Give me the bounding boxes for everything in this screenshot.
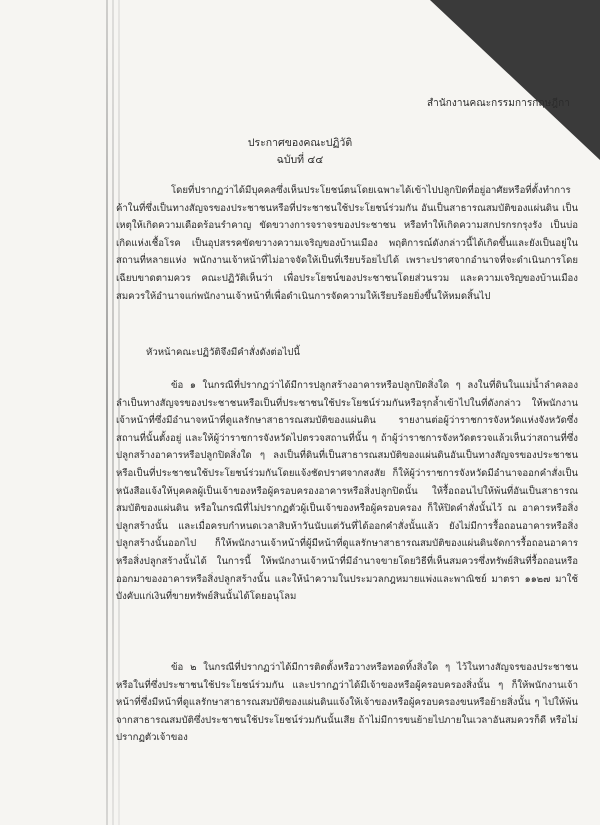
- announcement-number: ฉบับที่ ๔๔: [276, 154, 324, 166]
- scan-streak: [106, 0, 108, 825]
- folded-corner: [430, 0, 600, 160]
- announcement-title: ประกาศของคณะปฏิวัติ: [247, 137, 353, 149]
- clause-1-paragraph: ข้อ ๑ ในกรณีที่ปรากฏว่าได้มีการปลูกสร้างอาคารหรือปลูกปิดสิ่งใด ๆ ลงในที่ดินในแม่น้ำลำคลอง ลำเป็นทางสัญจรของประชาชนหรือเป็นที่ประชาชนใช้ประโยชน์ร่วมกันหรือรุกล้ำเข้าไปในที่ดังกล่าว ให้พนักงานเจ้าหน้าที่ซึ่งมีอำนาจหน้าที่ดูแลรักษาสาธารณสมบัติของแผ่นดิน รายงานต่อผู้ว่าราชการจังหวัดแห่งจังหวัดซึ่งสถานที่นั้นตั้งอยู่ และให้ผู้ว่าราชการจังหวัดไปตรวจสถานที่นั้น ๆ ถ้าผู้ว่าราชการจังหวัดตรวจแล้วเห็นว่าสถานที่ซึ่งปลูกสร้างอาคารหรือปลูกปิดสิ่งใด ๆ ลงเป็นที่ดินที่เป็นสาธารณสมบัติของแผ่นดินอันเป็นทางสัญจรของประชาชนหรือเป็นที่ประชาชนใช้ประโยชน์ร่วมกันโดยแจ้งชัดปราศจากสงสัย ก็ให้ผู้ว่าราชการจังหวัดมีอำนาจออกคำสั่งเป็นหนังสือแจ้งให้บุคคลผู้เป็นเจ้าของหรือผู้ครอบครองอาคารหรือสิ่งปลูกปิดนั้น ให้รื้อถอนไปให้พ้นที่อันเป็นสาธารณสมบัติของแผ่นดิน หรือในกรณีที่ไม่ปรากฏตัวผู้เป็นเจ้าของหรือผู้ครอบครอง ก็ให้ปิดคำสั่งนั้นไว้ ณ อาคารหรือสิ่งปลูกสร้างนั้น และเมื่อครบกำหนดเวลาสิบห้าวันนับแต่วันที่ได้ออกคำสั่งนั้นแล้ว ยังไม่มีการรื้อถอนอาคารหรือสิ่งปลูกสร้างนั้นออกไป ก็ให้พนักงานเจ้าหน้าที่ผู้มีหน้าที่ดูแลรักษาสาธารณสมบัติของแผ่นดินจัดการรื้อถอนอาคารหรือสิ่งปลูกสร้างนั้นได้ ในการนี้ ให้พนักงานเจ้าหน้าที่มีอำนาจขายโดยวิธีที่เห็นสมควรซึ่งทรัพย์สินที่รื้อถอนหรือออกมาของอาคารหรือสิ่งปลูกสร้างนั้น และให้นำความในประมวลกฎหมายแพ่งและพาณิชย์ มาตรา ๑๑๒๗ มาใช้บังคับแก่เงินที่ขายทรัพย์สินนั้นได้โดยอนุโลม: [116, 380, 578, 603]
- order-intro: หัวหน้าคณะปฏิวัติจึงมีคำสั่งดังต่อไปนี้: [146, 347, 300, 358]
- scan-streak: [112, 0, 114, 825]
- clause-2-paragraph: ข้อ ๒ ในกรณีที่ปรากฏว่าได้มีการติดตั้งหรือวางหรือทอดทิ้งสิ่งใด ๆ ไว้ในทางสัญจรของประชาชนหรือในที่ซึ่งประชาชนใช้ประโยชน์ร่วมกัน และปรากฏว่าได้มีเจ้าของหรือผู้ครอบครองสิ่งนั้น ๆ ก็ให้พนักงานเจ้าหน้าที่ซึ่งมีหน้าที่ดูแลรักษาสาธารณสมบัติของแผ่นดินแจ้งให้เจ้าของหรือผู้ครอบครองขนหรือย้ายสิ่งนั้น ๆ ไปให้พ้นจากสาธารณสมบัติซึ่งประชาชนใช้ประโยชน์ร่วมกันนั้นเสีย ถ้าไม่มีการขนย้ายไปภายในเวลาอันสมควรก็ดี หรือไม่ปรากฏตัวเจ้าของ: [116, 662, 578, 744]
- preamble-paragraph: โดยที่ปรากฏว่าได้มีบุคคลซึ่งเห็นประโยชน์ตนโดยเฉพาะได้เข้าไปปลูกปิดที่อยู่อาศัยหรือที่ตั้งทำการค้าในที่ซึ่งเป็นทางสัญจรของประชาชนหรือที่ประชาชนใช้ประโยชน์ร่วมกัน อันเป็นสาธารณสมบัติของแผ่นดิน เป็นเหตุให้เกิดความเดือดร้อนรำคาญ ขัดขวางการจราจรของประชาชน หรือทำให้เกิดความสกปรกรกรุงรัง เป็นบ่อเกิดแห่งเชื้อโรค เป็นอุปสรรคขัดขวางความเจริญของบ้านเมือง พฤติการณ์ดังกล่าวนี้ได้เกิดขึ้นและยังเป็นอยู่ในสถานที่หลายแห่ง พนักงานเจ้าหน้าที่ไม่อาจจัดให้เป็นที่เรียบร้อยไปได้ เพราะปราศจากอำนาจที่จะดำเนินการโดยเฉียบขาดตามควร คณะปฏิวัติเห็นว่า เพื่อประโยชน์ของประชาชนโดยส่วนรวม และความเจริญของบ้านเมือง สมควรให้อำนาจแก่พนักงานเจ้าหน้าที่เพื่อดำเนินการจัดความให้เรียบร้อยยิ่งขึ้นให้หมดสิ้นไป: [116, 185, 578, 302]
- issuing-office: สำนักงานคณะกรรมการกฤษฎีกา: [427, 98, 570, 109]
